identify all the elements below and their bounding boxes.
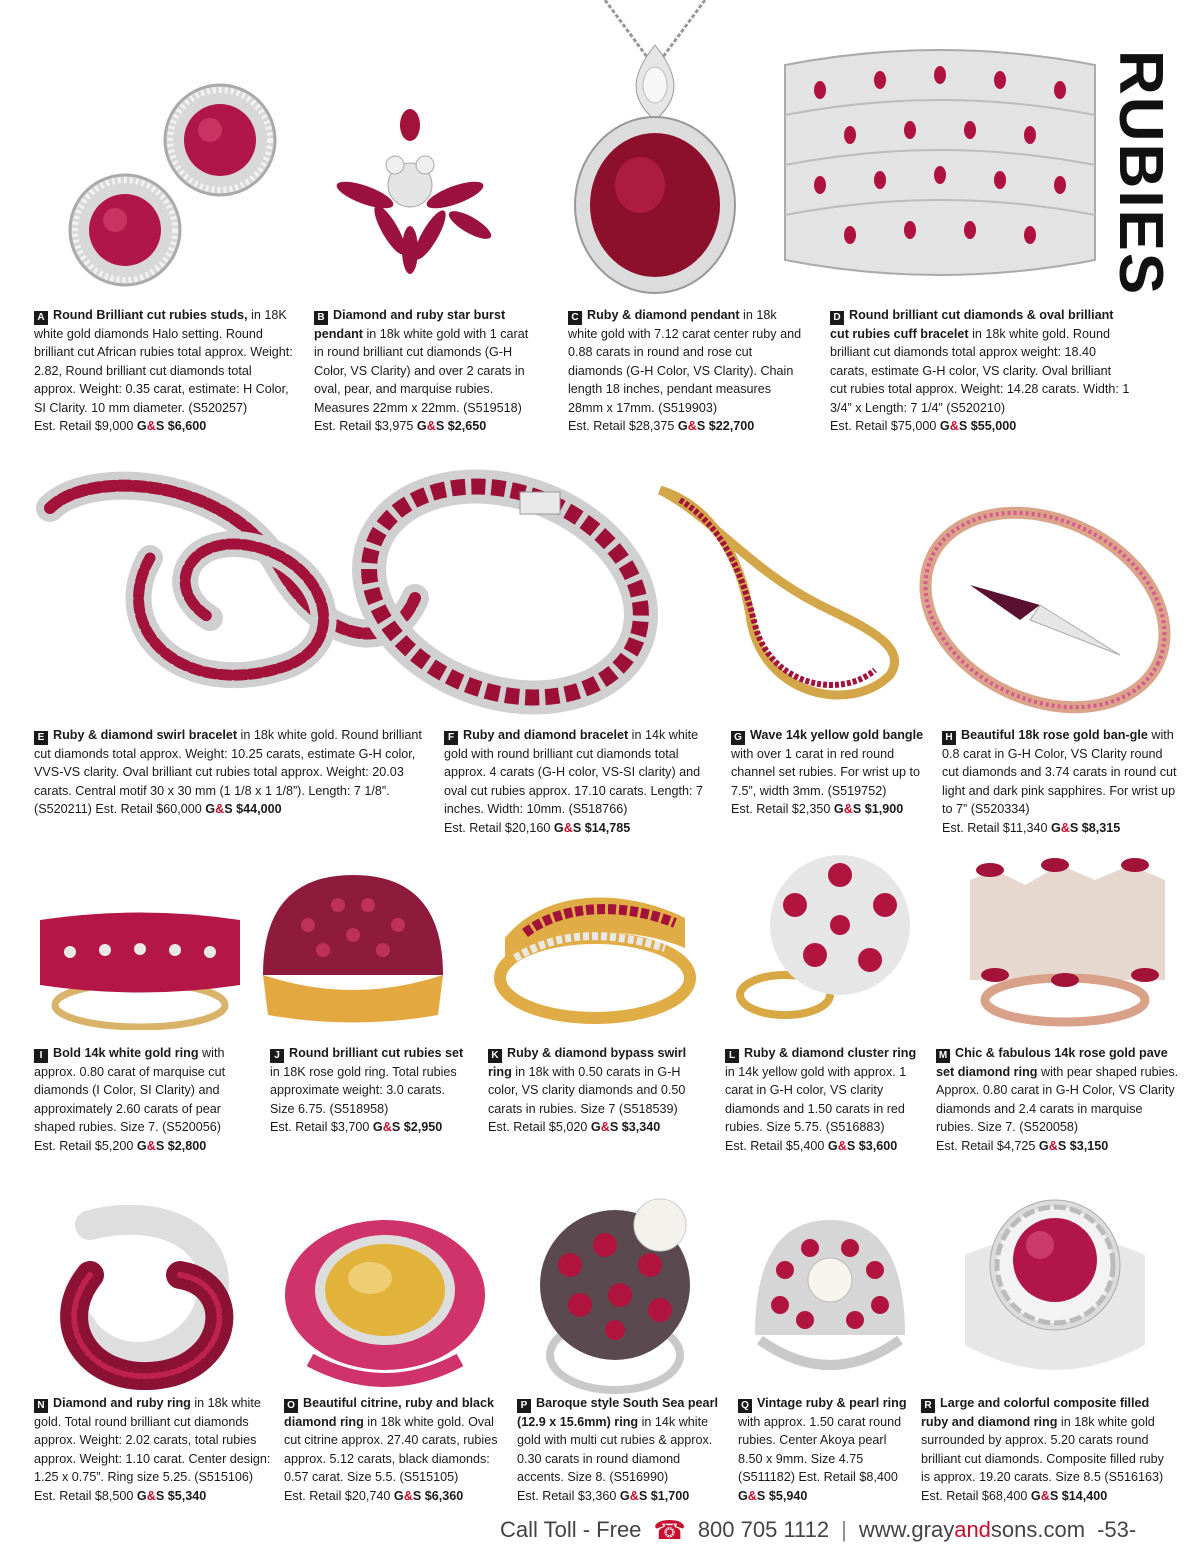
photo-pave-ring <box>955 850 1180 1030</box>
price-line <box>34 1487 279 1505</box>
item-name: Round Brilliant cut rubies studs, <box>53 308 248 322</box>
gs-price: $22,700 <box>708 419 755 434</box>
item-details: in 18k white gold with 7.12 carat center ruby and 0.88 carats in round and rose cut diamonds (G-H Color, VS Clarity). Chain length 18 inches, pendant measures 28mm x 17mm. (S519903) <box>568 308 802 415</box>
retail-price: Est. Retail $20,740 <box>284 1488 391 1503</box>
gs-brand: G&S <box>372 1120 401 1135</box>
item-details: in 18k white gold with 1 carat in round brilliant cut diamonds (G-H Color, VS Clarity) and over 2 carats in oval, pear, and marquise rubies. Measures 22mm x 22mm. (S519518) <box>314 327 529 415</box>
item-r-description <box>921 1394 1171 1506</box>
photo-ruby-pendant <box>565 0 745 295</box>
retail-price: Est. Retail $4,725 <box>936 1138 1036 1153</box>
item-letter-badge: I <box>34 1049 48 1063</box>
item-e-description <box>34 726 434 826</box>
item-k-description <box>488 1044 703 1159</box>
retail-price: Est. Retail $9,000 <box>34 419 134 434</box>
gs-price: $3,600 <box>858 1138 898 1153</box>
item-letter-badge: B <box>314 311 328 325</box>
item-details: with approx. 1.50 carat round rubies. Center Akoya pearl 8.50 x 9mm. Size 4.75 (S511182) Est. Retail $8,400 <box>738 1415 902 1485</box>
item-q-description <box>738 1394 913 1506</box>
item-i-description <box>34 1044 249 1159</box>
website-link[interactable]: www.grayandsons.com <box>858 1517 1086 1542</box>
price-line <box>921 1487 1171 1505</box>
retail-price: Est. Retail $11,340 <box>942 820 1048 835</box>
item-details: in 18k white gold. Oval cut citrine approx. 27.40 carats, rubies approx. 5.12 carats, black diamonds: 0.57 carat. Size 5.5. (S515105) <box>284 1415 498 1485</box>
item-name: Baroque style South Sea pearl (12.9 x 15.6mm) ring <box>517 1396 718 1429</box>
item-letter-badge: H <box>942 731 956 745</box>
price-line <box>942 819 1182 837</box>
gs-brand: G&S <box>416 419 445 434</box>
item-name: Ruby & diamond cluster ring <box>744 1046 917 1060</box>
item-j-description <box>270 1044 470 1159</box>
item-name: Beautiful citrine, ruby and black diamond ring <box>284 1396 495 1429</box>
item-details: in 18K white gold diamonds Halo setting. Round brilliant cut African rubies total approx. Weight: 2.82, Round brilliant cut diamonds total approx. Weight: 0.35 carat, estimate: H Color, SI Clarity. 10 mm diameter. (S520257) <box>34 308 293 415</box>
gs-price: $3,150 <box>1069 1138 1109 1153</box>
gs-brand: G&S <box>619 1488 648 1503</box>
gs-brand: G&S <box>827 1138 856 1153</box>
gs-brand: G&S <box>939 419 968 434</box>
price-line <box>444 819 712 837</box>
gs-brand: G&S <box>136 419 165 434</box>
item-name: Ruby & diamond bypass swirl ring <box>488 1046 687 1079</box>
gs-brand: G&S <box>1030 1488 1059 1503</box>
photo-dome-ring <box>258 865 448 1030</box>
item-a-description <box>34 306 296 436</box>
price-line <box>568 417 808 435</box>
price-line <box>34 1137 249 1155</box>
item-name: Diamond and ruby star burst pendant <box>314 308 506 341</box>
retail-price: Est. Retail $75,000 <box>830 419 937 434</box>
item-name: Wave 14k yellow gold bangle <box>750 728 924 742</box>
price-line <box>488 1118 703 1136</box>
photo-cuff-bracelet <box>770 35 1110 290</box>
photo-rose-gold-bangle <box>900 495 1190 720</box>
item-letter-badge: F <box>444 731 458 745</box>
photo-star-burst-pendant <box>320 100 510 290</box>
gs-brand: G&S <box>1038 1138 1067 1153</box>
gs-brand: G&S <box>738 1488 766 1503</box>
phone-icon: ☎ <box>653 1515 686 1545</box>
footer-contact <box>500 1510 1190 1550</box>
gs-brand: G&S <box>205 802 233 817</box>
price-line <box>725 1137 925 1155</box>
photo-citrine-ring <box>270 1210 495 1395</box>
retail-price: Est. Retail $3,975 <box>314 419 414 434</box>
item-letter-badge: P <box>517 1399 531 1413</box>
gs-price: $2,950 <box>403 1120 443 1135</box>
gs-brand: G&S <box>677 419 706 434</box>
photo-vintage-ruby-pearl-ring <box>745 1210 915 1395</box>
item-details: in 18K rose gold ring. Total rubies approximate weight: 3.0 carats. Size 6.75. (S518958) <box>270 1065 457 1116</box>
retail-price: Est. Retail $5,400 <box>725 1138 825 1153</box>
photo-knot-ring <box>30 1205 250 1390</box>
item-name: Ruby & diamond swirl bracelet <box>53 728 238 742</box>
photo-wave-bangle <box>650 475 910 725</box>
price-line <box>34 417 296 435</box>
footer-separator: | <box>841 1517 847 1542</box>
item-letter-badge: E <box>34 731 48 745</box>
retail-price: Est. Retail $5,200 <box>34 1138 134 1153</box>
gs-price: $55,000 <box>970 419 1017 434</box>
gs-price: $2,800 <box>167 1138 207 1153</box>
photo-ruby-diamond-bracelet <box>345 452 660 717</box>
price-line <box>284 1487 509 1505</box>
gs-price: $3,340 <box>621 1120 661 1135</box>
item-name: Chic & fabulous 14k rose gold pave set diamond ring <box>936 1046 1168 1079</box>
gs-brand: G&S <box>136 1488 165 1503</box>
item-details: with 0.8 carat in G-H Color, VS Clarity round cut diamonds and 3.74 carats in round cut light and dark pink sapphires. For wrist up to 7” (S520334) <box>942 728 1177 817</box>
item-letter-badge: J <box>270 1049 284 1063</box>
item-letter-badge: Q <box>738 1399 752 1413</box>
item-details: in 14k white gold with round brilliant cut diamonds total approx. 4 carats (G-H color, VS-SI clarity) and oval cut rubies approx. 17.10 carats. Length: 7 inches. Width: 10mm. (S518766) <box>444 728 704 817</box>
item-p-description <box>517 1394 727 1506</box>
gs-price: $6,360 <box>424 1488 464 1503</box>
gs-brand: G&S <box>136 1138 165 1153</box>
price-line <box>270 1118 470 1136</box>
item-letter-badge: R <box>921 1399 935 1413</box>
retail-price: Est. Retail $5,020 <box>488 1120 588 1135</box>
item-name: Round brilliant cut rubies set <box>289 1046 464 1060</box>
item-name: Beautiful 18k rose gold ban-gle <box>961 728 1148 742</box>
call-label: Call Toll - Free <box>500 1517 642 1542</box>
item-details: with pear shaped rubies. Approx. 0.80 carat in G-H Color, VS Clarity diamonds and 2.4 carats in marquise rubies. Size 7. (S520058) <box>936 1065 1179 1135</box>
photo-bypass-swirl-ring <box>485 868 700 1028</box>
photo-cluster-ring <box>725 845 925 1025</box>
photo-composite-ruby-ring <box>945 1195 1165 1395</box>
gs-brand: G&S <box>553 820 582 835</box>
gs-price: $2,650 <box>447 419 487 434</box>
gs-price: $44,000 <box>236 802 282 817</box>
item-letter-badge: K <box>488 1049 502 1063</box>
price-line <box>731 800 927 818</box>
item-details: in 14k white gold with multi cut rubies & approx. 0.30 carats in round diamond accents. Size 8. (S516990) <box>517 1415 713 1485</box>
gs-price: $8,315 <box>1081 820 1121 835</box>
item-l-description <box>725 1044 925 1159</box>
item-f-description <box>444 726 712 841</box>
gs-brand: G&S <box>833 802 862 817</box>
phone-number[interactable]: 800 705 1112 <box>697 1517 830 1542</box>
item-details: in 18k white gold. Round brilliant cut diamonds total approx weight: 18.40 carats, estimate G-H color, VS clarity. Oval brilliant cut rubies total approx. Weight: 14.28 carats. Width: 1 3/4” x Length: 7 1/4” (S520210) <box>830 327 1130 415</box>
item-details: in 14k yellow gold with approx. 1 carat in G-H color, VS clarity diamonds and 1.50 carats in red rubies. Size 5.75. (S516883) <box>725 1065 907 1135</box>
retail-price: Est. Retail $28,375 <box>568 419 675 434</box>
gs-brand: G&S <box>1050 820 1079 835</box>
retail-price: Est. Retail $3,700 <box>270 1120 370 1135</box>
item-name: Ruby and diamond bracelet <box>463 728 629 742</box>
item-name: Bold 14k white gold ring <box>53 1046 199 1060</box>
item-h-description <box>942 726 1182 841</box>
retail-price: Est. Retail $20,160 <box>444 820 551 835</box>
photo-ruby-studs <box>60 75 290 295</box>
price-line <box>517 1487 727 1505</box>
item-letter-badge: M <box>936 1049 950 1063</box>
retail-price: Est. Retail $2,350 <box>731 802 831 817</box>
gs-price: $1,700 <box>650 1488 690 1503</box>
item-letter-badge: C <box>568 311 582 325</box>
gs-price: $14,785 <box>584 820 631 835</box>
gs-brand: G&S <box>393 1488 422 1503</box>
item-details: in 18k white gold. Total round brilliant cut diamonds approx. Weight: 2.02 carats, total rubies approx. Weight: 1.10 carat. Center design: 1.25 x 0.75”. Ring size 5.25. (S515106) <box>34 1396 271 1485</box>
item-name: Ruby & diamond pendant <box>587 308 740 322</box>
photo-bold-ring <box>30 900 250 1030</box>
gs-price: $5,340 <box>167 1488 207 1503</box>
photo-pearl-ring <box>520 1195 710 1395</box>
price-line <box>936 1137 1181 1155</box>
item-c-description <box>568 306 808 436</box>
item-d-description <box>830 306 1130 436</box>
item-details: with over 1 carat in red round channel set rubies. For wrist up to 7.5”, width 3mm. (S519752) <box>731 747 920 798</box>
item-name: Vintage ruby & pearl ring <box>757 1396 907 1410</box>
gs-price: $14,400 <box>1061 1488 1108 1503</box>
item-letter-badge: O <box>284 1399 298 1413</box>
item-details: in 18k white gold. Round brilliant cut diamonds total approx. Weight: 10.25 carats, estimate G-H color, VVS-VS clarity. Oval brilliant cut rubies total approx. Weight: 20.03 carats. Central motif 30 x 30 mm (1 1/8 x 1 1/8”). Length: 7 1/8”. (S520211) Est. Retail $60,000 <box>34 728 422 817</box>
item-g-description <box>731 726 927 841</box>
gs-price: $5,940 <box>768 1488 808 1503</box>
item-details: with approx. 0.80 carat of marquise cut diamonds (I Color, SI Clarity) and approximately 2.60 carats of pear shaped rubies. Size 7. (S520056) <box>34 1046 226 1135</box>
page-number: -53- <box>1097 1517 1137 1542</box>
item-letter-badge: A <box>34 311 48 325</box>
gs-brand: G&S <box>590 1120 619 1135</box>
item-name: Large and colorful composite filled ruby and diamond ring <box>921 1396 1150 1429</box>
price-line <box>314 417 536 435</box>
item-b-description <box>314 306 536 436</box>
item-details: in 18k with 0.50 carats in G-H color, VS clarity diamonds and 0.50 carats in rubies. Size 7 (S518539) <box>488 1065 686 1116</box>
gs-price: $1,900 <box>864 802 904 817</box>
price-line <box>830 417 1130 435</box>
retail-price: Est. Retail $8,500 <box>34 1488 134 1503</box>
gs-price: $6,600 <box>167 419 207 434</box>
item-letter-badge: G <box>731 731 745 745</box>
item-letter-badge: N <box>34 1399 48 1413</box>
item-o-description <box>284 1394 509 1506</box>
item-details: in 18k white gold surrounded by approx. 5.20 carats round brilliant cut diamonds. Composite filled ruby is approx. 19.20 carats. Size 8.5 (S516163) <box>921 1415 1164 1485</box>
item-letter-badge: D <box>830 311 844 325</box>
retail-price: Est. Retail $3,360 <box>517 1488 617 1503</box>
item-letter-badge: L <box>725 1049 739 1063</box>
retail-price: Est. Retail $68,400 <box>921 1488 1028 1503</box>
item-name: Diamond and ruby ring <box>53 1396 191 1410</box>
item-n-description <box>34 1394 279 1506</box>
item-m-description <box>936 1044 1181 1159</box>
item-name: Round brilliant cut diamonds & oval brilliant cut rubies cuff bracelet <box>830 308 1114 341</box>
page-title: RUBIES <box>1106 50 1175 297</box>
